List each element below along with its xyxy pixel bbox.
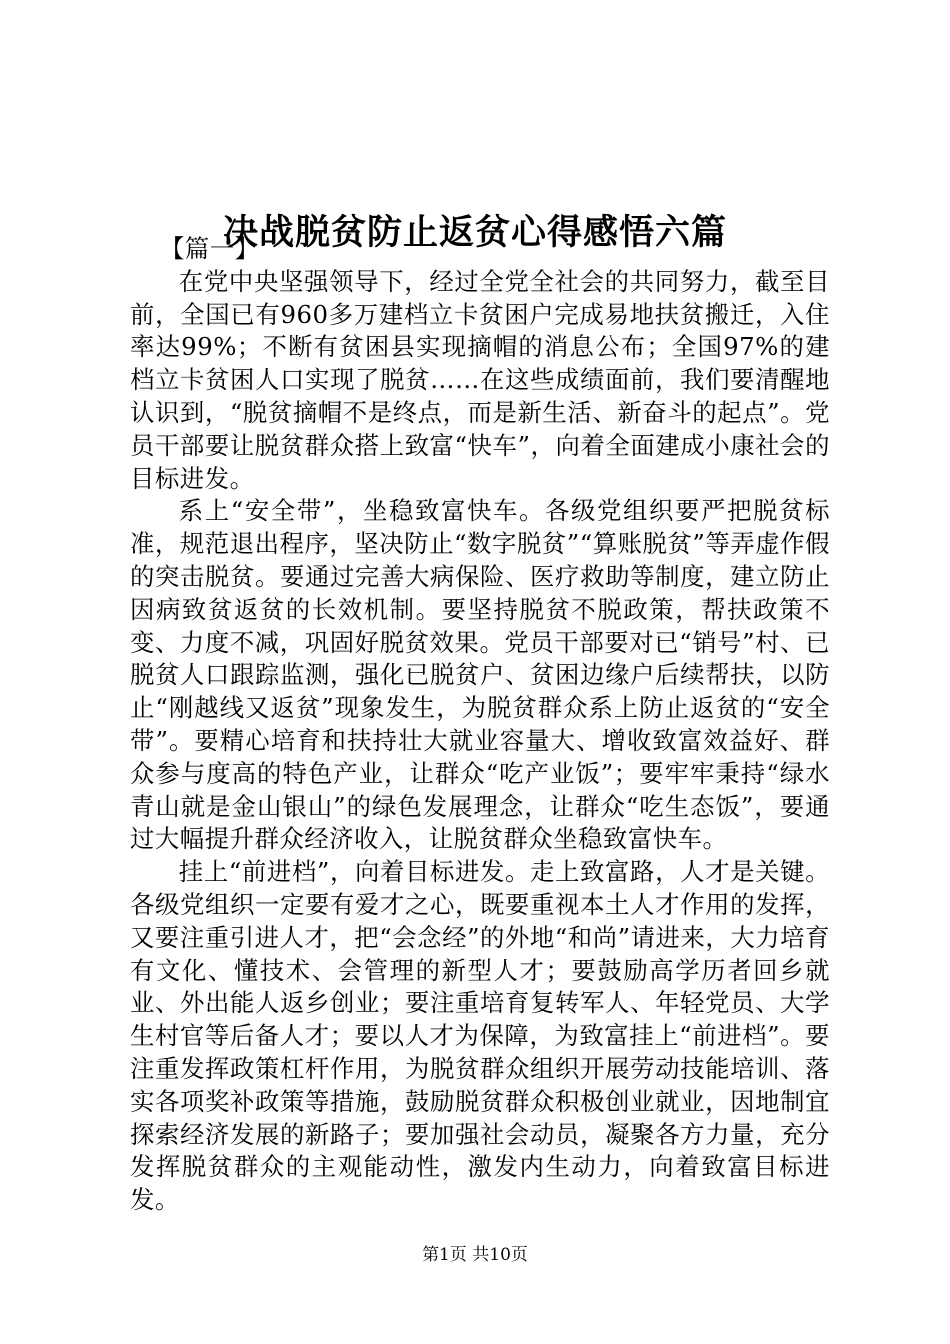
paragraph-1: 在党中央坚强领导下，经过全党全社会的共同努力，截至目前，全国已有960多万建档立卡贫困户完成易地扶贫搬迁，入住率达99%；不断有贫困县实现摘帽的消息公布；全国97%的建档立卡贫困人口实现了脱贫……在这些成绩面前，我们要清醒地认识到，“脱贫摘帽不是终点，而是新生活、新奋斗的起点”。党员干部要让脱贫群众搭上致富“快车”，向着全面建成小康社会的目标进发。 xyxy=(130,266,830,493)
document-title: 决战脱贫防止返贫心得感悟六篇 xyxy=(222,212,727,254)
paragraph-2: 系上“安全带”，坐稳致富快车。各级党组织要严把脱贫标准，规范退出程序，坚决防止“数字脱贫”“算账脱贫”等弄虚作假的突击脱贫。要通过完善大病保险、医疗救助等制度，建立防止因病致贫返贫的长效机制。要坚持脱贫不脱政策，帮扶政策不变、力度不减，巩固好脱贫效果。党员干部要对已“销号”村、已脱贫人口跟踪监测，强化已脱贫户、贫困边缘户后续帮扶，以防止“刚越线又返贫”现象发生，为脱贫群众系上防止返贫的“安全带”。要精心培育和扶持壮大就业容量大、增收致富效益好、群众参与度高的特色产业，让群众“吃产业饭”；要牢牢秉持“绿水青山就是金山银山”的绿色发展理念，让群众“吃生态饭”，要通过大幅提升群众经济收入，让脱贫群众坐稳致富快车。 xyxy=(130,496,830,854)
document-body xyxy=(130,233,830,1217)
paragraph-3: 挂上“前进档”，向着目标进发。走上致富路，人才是关键。各级党组织一定要有爱才之心，既要重视本土人才作用的发挥，又要注重引进人才，把“会念经”的外地“和尚”请进来，大力培育有文化、懂技术、会管理的新型人才；要鼓励高学历者回乡就业、外出能人返乡创业；要注重培育复转军人、年轻党员、大学生村官等后备人才；要以人才为保障，为致富挂上“前进档”。要注重发挥政策杠杆作用，为脱贫群众组织开展劳动技能培训、落实各项奖补政策等措施，鼓励脱贫群众积极创业就业，因地制宜探索经济发展的新路子；要加强社会动员，凝聚各方力量，充分发挥脱贫群众的主观能动性，激发内生动力，向着致富目标进发。 xyxy=(130,857,830,1215)
section-label: 【篇一】 xyxy=(160,234,260,263)
page-footer: 第1页 共10页 xyxy=(422,1245,528,1265)
